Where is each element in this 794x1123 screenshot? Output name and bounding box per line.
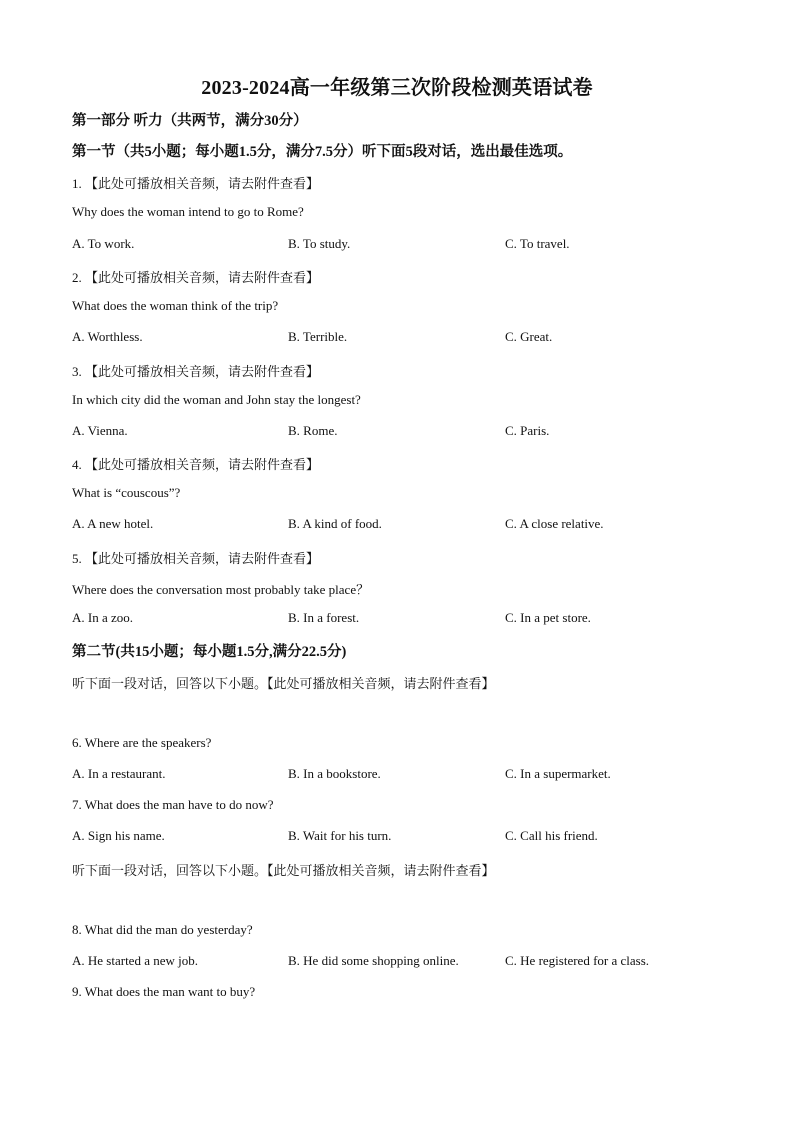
section2-heading: 第二节(共15小题；每小题1.5分,满分22.5分) (72, 644, 347, 660)
question-stem: What does the man want to buy? (84, 984, 256, 999)
question-5-text: Where does the conversation most probably take place？ (72, 582, 370, 597)
question-number: 1. (72, 176, 82, 191)
question-1-option-c: C. To travel. (505, 236, 570, 251)
question-number: 2. (72, 270, 82, 285)
question-2-option-a: A. Worthless. (72, 329, 143, 344)
question-4-option-b: B. A kind of food. (288, 516, 382, 531)
question-number: 3. (72, 364, 82, 379)
question-5-option-c: C. In a pet store. (505, 610, 591, 625)
question-7-option-a: A. Sign his name. (72, 828, 165, 843)
question-6-option-a: A. In a restaurant. (72, 766, 166, 781)
question-number: 8. (72, 922, 82, 937)
question-1-number-line (72, 173, 319, 192)
question-number: 5. (72, 551, 82, 566)
page-title: 2023-2024高一年级第三次阶段检测英语试卷 (201, 77, 593, 99)
audio-placeholder-note: 【此处可播放相关音频，请去附件查看】 (85, 364, 320, 379)
audio-placeholder-note: 【此处可播放相关音频，请去附件查看】 (85, 457, 320, 472)
question-2-option-b: B. Terrible. (288, 329, 348, 344)
question-7-option-b: B. Wait for his turn. (288, 828, 392, 843)
question-8-option-a: A. He started a new job. (72, 953, 198, 968)
question-1-option-b: B. To study. (288, 236, 351, 251)
question-6-option-b: B. In a bookstore. (288, 766, 381, 781)
question-9-text (72, 984, 255, 1000)
question-1-text: Why does the woman intend to go to Rome? (72, 204, 304, 219)
part1-heading: 第一部分 听力（共两节，满分30分） (72, 113, 308, 129)
question-3-option-b: B. Rome. (288, 423, 338, 438)
question-6-option-c: C. In a supermarket. (505, 766, 611, 781)
question-3-number-line (72, 361, 319, 380)
question-3-option-a: A. Vienna. (72, 423, 128, 438)
question-6-text (72, 735, 211, 751)
question-2-number-line (72, 267, 319, 286)
question-5-option-b: B. In a forest. (288, 610, 360, 625)
question-1-option-a: A. To work. (72, 236, 135, 251)
question-number: 6. (72, 735, 82, 750)
question-stem: Where are the speakers? (84, 735, 212, 750)
question-stem: What did the man do yesterday? (84, 922, 253, 937)
audio-placeholder-note: 【此处可播放相关音频，请去附件查看】 (85, 270, 320, 285)
question-7-option-c: C. Call his friend. (505, 828, 598, 843)
audio-placeholder-note: 【此处可播放相关音频，请去附件查看】 (85, 176, 320, 191)
question-4-text: What is “couscous”? (72, 485, 181, 500)
question-number: 4. (72, 457, 82, 472)
question-3-text: In which city did the woman and John stay the longest? (72, 392, 361, 407)
question-8-option-b: B. He did some shopping online. (288, 953, 459, 968)
question-2-text: What does the woman think of the trip? (72, 298, 279, 313)
question-stem: What does the man have to do now? (84, 797, 274, 812)
question-3-option-c: C. Paris. (505, 423, 550, 438)
question-2-option-c: C. Great. (505, 329, 553, 344)
question-5-number-line (72, 548, 319, 567)
dialogue-intro-2: 听下面一段对话，回答以下小题。【此处可播放相关音频，请去附件查看】 (72, 863, 495, 878)
question-4-number-line (72, 454, 319, 473)
section1-heading: 第一节（共5小题；每小题1.5分，满分7.5分）听下面5段对话，选出最佳选项。 (72, 144, 573, 160)
question-4-option-a: A. A new hotel. (72, 516, 154, 531)
question-7-text (72, 797, 274, 813)
dialogue-intro-1: 听下面一段对话，回答以下小题。【此处可播放相关音频，请去附件查看】 (72, 676, 495, 691)
audio-placeholder-note: 【此处可播放相关音频，请去附件查看】 (85, 551, 320, 566)
question-number: 9. (72, 984, 82, 999)
question-8-option-c: C. He registered for a class. (505, 953, 650, 968)
question-5-option-a: A. In a zoo. (72, 610, 134, 625)
question-number: 7. (72, 797, 82, 812)
question-4-option-c: C. A close relative. (505, 516, 604, 531)
question-8-text (72, 922, 253, 938)
